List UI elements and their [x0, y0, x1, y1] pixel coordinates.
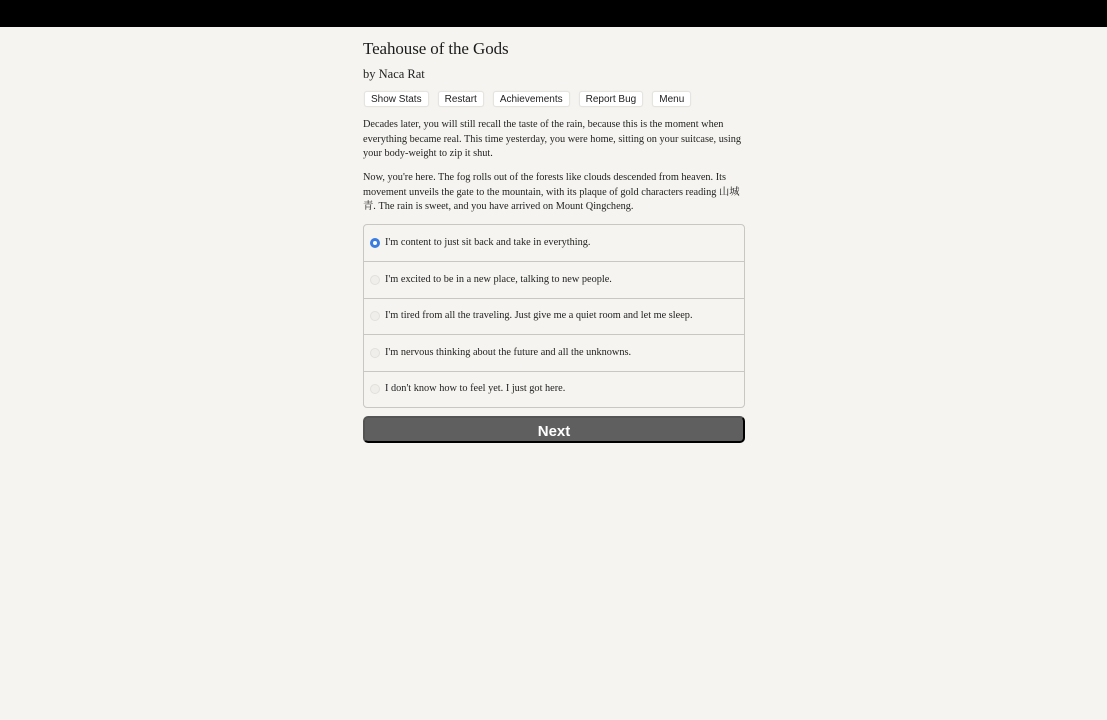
- choice-label: I'm excited to be in a new place, talking to new people.: [385, 274, 612, 286]
- report-bug-button[interactable]: Report Bug: [579, 91, 644, 107]
- radio-unchecked-icon[interactable]: [370, 348, 380, 358]
- radio-unchecked-icon[interactable]: [370, 275, 380, 285]
- choice-option-3[interactable]: [364, 298, 744, 334]
- choice-option-5[interactable]: [364, 371, 744, 407]
- show-stats-button[interactable]: Show Stats: [364, 91, 429, 107]
- story-paragraph: Decades later, you will still recall the taste of the rain, because this is the moment when everything became real. This time yesterday, you were home, sitting on your suitcase, using your body-weight to zip it shut.: [363, 119, 742, 159]
- restart-button[interactable]: Restart: [438, 91, 484, 107]
- radio-unchecked-icon[interactable]: [370, 384, 380, 394]
- radio-checked-icon[interactable]: [370, 238, 380, 248]
- toolbar: [364, 91, 691, 107]
- choice-option-4[interactable]: [364, 334, 744, 370]
- choice-label: I'm tired from all the traveling. Just give me a quiet room and let me sleep.: [385, 310, 693, 322]
- choice-label: I'm content to just sit back and take in everything.: [385, 237, 591, 249]
- menu-button[interactable]: Menu: [652, 91, 691, 107]
- radio-unchecked-icon[interactable]: [370, 311, 380, 321]
- choice-label: I'm nervous thinking about the future and all the unknowns.: [385, 346, 632, 358]
- game-title: Teahouse of the Gods: [363, 39, 509, 58]
- choice-option-1[interactable]: [364, 225, 744, 261]
- achievements-button[interactable]: Achievements: [493, 91, 570, 107]
- story-paragraph: Now, you're here. The fog rolls out of the forests like clouds descended from heaven. Its movement unveils the gate to the mountain, with its plaque of gold characters reading 山城青. The rain is sweet, and you have arrived on Mount Qingcheng.: [363, 172, 740, 212]
- top-black-bar: [0, 0, 1107, 27]
- next-button[interactable]: Next: [363, 416, 745, 443]
- choice-option-2[interactable]: [364, 261, 744, 297]
- game-author: by Naca Rat: [363, 67, 425, 81]
- choice-list: [363, 224, 745, 408]
- choice-label: I don't know how to feel yet. I just got here.: [385, 383, 566, 395]
